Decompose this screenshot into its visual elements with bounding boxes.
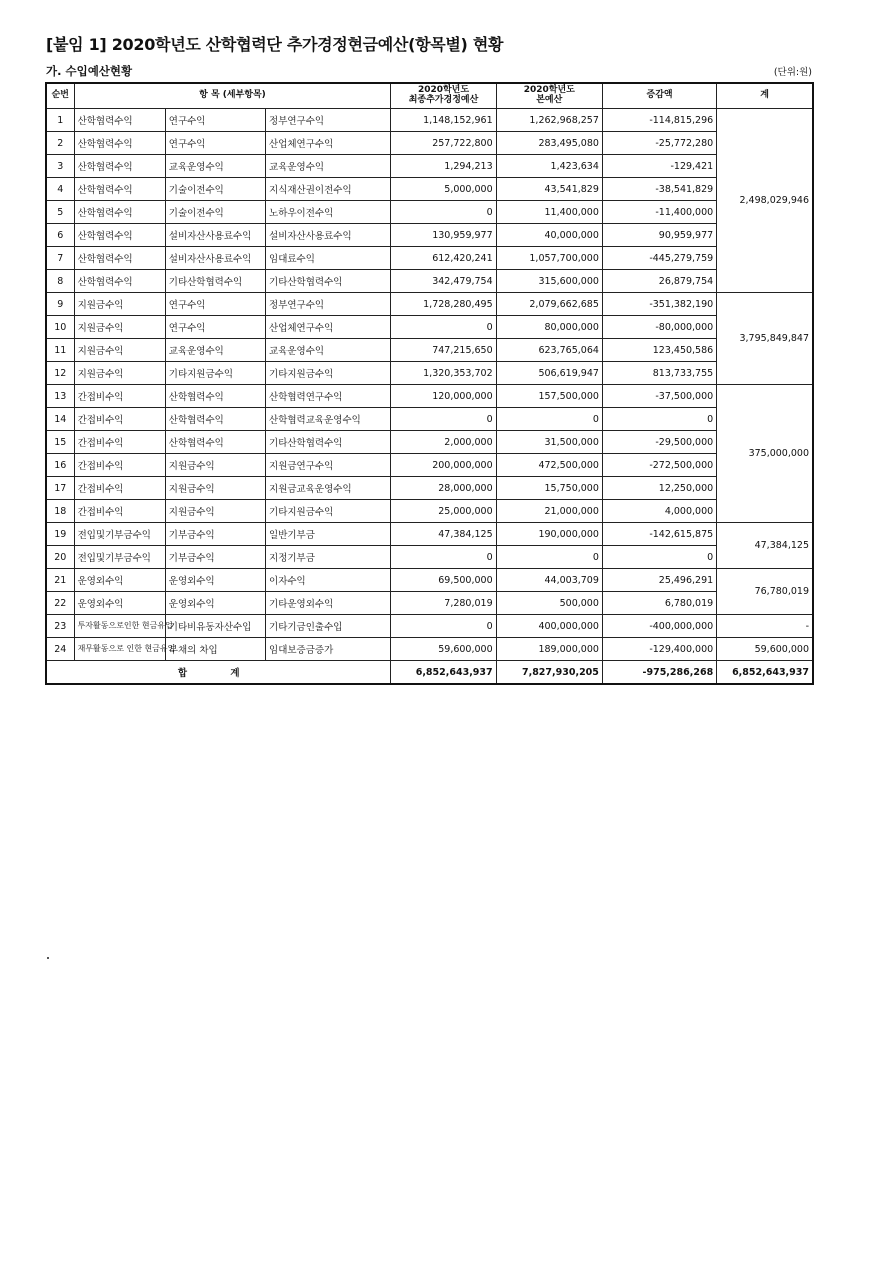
row-change: 12,250,000	[602, 477, 716, 500]
row-category: 간접비수익	[74, 385, 165, 408]
row-final-budget: 47,384,125	[391, 523, 496, 546]
header-base-label: 본예산	[536, 95, 563, 105]
row-subcategory: 산학협력수익	[165, 385, 265, 408]
row-change: -37,500,000	[602, 385, 716, 408]
row-change: 6,780,019	[602, 592, 716, 615]
row-category: 지원금수익	[74, 362, 165, 385]
row-base-budget: 283,495,080	[496, 132, 602, 155]
row-subcategory: 연구수익	[165, 316, 265, 339]
row-base-budget: 40,000,000	[496, 224, 602, 247]
row-final-budget: 5,000,000	[391, 178, 496, 201]
row-category: 지원금수익	[74, 293, 165, 316]
row-subcategory: 기타산학협력수익	[165, 270, 265, 293]
row-change: 813,733,755	[602, 362, 716, 385]
table-row	[46, 339, 813, 362]
table-row	[46, 615, 813, 638]
header-final-budget	[391, 83, 496, 109]
row-subcategory: 산학협력수익	[165, 408, 265, 431]
table-row	[46, 546, 813, 569]
row-category: 운영외수익	[74, 569, 165, 592]
row-final-budget: 2,000,000	[391, 431, 496, 454]
row-final-budget: 25,000,000	[391, 500, 496, 523]
row-subcategory: 부채의 차입	[165, 638, 265, 661]
row-change: -272,500,000	[602, 454, 716, 477]
row-no: 18	[46, 500, 74, 523]
table-row	[46, 431, 813, 454]
row-base-budget: 1,057,700,000	[496, 247, 602, 270]
row-no: 9	[46, 293, 74, 316]
row-category: 산학협력수익	[74, 270, 165, 293]
table-row	[46, 270, 813, 293]
table-row	[46, 155, 813, 178]
group-total: 47,384,125	[717, 523, 813, 569]
table-row	[46, 569, 813, 592]
row-change: -142,615,875	[602, 523, 716, 546]
row-category: 지원금수익	[74, 339, 165, 362]
row-change: -114,815,296	[602, 109, 716, 132]
row-category: 산학협력수익	[74, 224, 165, 247]
table-row	[46, 109, 813, 132]
sum-final-budget: 6,852,643,937	[391, 661, 496, 685]
row-change: -400,000,000	[602, 615, 716, 638]
row-final-budget: 342,479,754	[391, 270, 496, 293]
row-final-budget: 0	[391, 546, 496, 569]
row-no: 4	[46, 178, 74, 201]
row-change: -38,541,829	[602, 178, 716, 201]
row-subcategory: 교육운영수익	[165, 155, 265, 178]
row-change: 25,496,291	[602, 569, 716, 592]
header-final-year: 2020학년도	[417, 85, 470, 96]
row-detail: 임대보증금증가	[266, 638, 391, 661]
table-row	[46, 224, 813, 247]
row-subcategory: 운영외수익	[165, 592, 265, 615]
row-category: 간접비수익	[74, 454, 165, 477]
row-change: 0	[602, 408, 716, 431]
row-final-budget: 1,294,213	[391, 155, 496, 178]
row-final-budget: 747,215,650	[391, 339, 496, 362]
row-base-budget: 2,079,662,685	[496, 293, 602, 316]
row-change: -445,279,759	[602, 247, 716, 270]
row-detail: 교육운영수익	[266, 339, 391, 362]
section-subtitle: 가. 수입예산현황	[46, 64, 133, 78]
row-subcategory: 연구수익	[165, 293, 265, 316]
table-row	[46, 385, 813, 408]
group-total: -	[717, 615, 813, 638]
row-no: 2	[46, 132, 74, 155]
row-final-budget: 200,000,000	[391, 454, 496, 477]
row-subcategory: 지원금수익	[165, 500, 265, 523]
row-no: 1	[46, 109, 74, 132]
table-row	[46, 293, 813, 316]
row-subcategory: 기타지원금수익	[165, 362, 265, 385]
table-row	[46, 362, 813, 385]
row-base-budget: 506,619,947	[496, 362, 602, 385]
row-base-budget: 500,000	[496, 592, 602, 615]
group-total: 375,000,000	[717, 385, 813, 523]
row-detail: 기타지원금수익	[266, 500, 391, 523]
row-final-budget: 0	[391, 408, 496, 431]
row-detail: 기타산학협력수익	[266, 431, 391, 454]
row-category: 산학협력수익	[74, 155, 165, 178]
sum-change: -975,286,268	[602, 661, 716, 685]
budget-table	[45, 82, 814, 685]
row-final-budget: 1,320,353,702	[391, 362, 496, 385]
row-subcategory: 기술이전수익	[165, 201, 265, 224]
row-no: 19	[46, 523, 74, 546]
row-final-budget: 120,000,000	[391, 385, 496, 408]
table-row	[46, 500, 813, 523]
row-detail: 정부연구수익	[266, 109, 391, 132]
unit-label: (단위:원)	[773, 67, 812, 78]
row-detail: 기타운영외수익	[266, 592, 391, 615]
group-total: 3,795,849,847	[717, 293, 813, 385]
table-row	[46, 408, 813, 431]
row-no: 20	[46, 546, 74, 569]
table-row	[46, 132, 813, 155]
row-detail: 지원금교육운영수익	[266, 477, 391, 500]
row-final-budget: 1,148,152,961	[391, 109, 496, 132]
row-no: 24	[46, 638, 74, 661]
row-detail: 지원금연구수익	[266, 454, 391, 477]
row-base-budget: 11,400,000	[496, 201, 602, 224]
header-no: 순번	[46, 83, 74, 109]
table-row	[46, 477, 813, 500]
header-final-label: 최종추가경정예산	[408, 95, 479, 105]
row-base-budget: 31,500,000	[496, 431, 602, 454]
row-subcategory: 지원금수익	[165, 454, 265, 477]
row-base-budget: 44,003,709	[496, 569, 602, 592]
header-row	[46, 83, 813, 109]
row-category: 전입및기부금수익	[74, 523, 165, 546]
row-detail: 설비자산사용료수익	[266, 224, 391, 247]
row-change: 123,450,586	[602, 339, 716, 362]
row-category: 간접비수익	[74, 431, 165, 454]
row-category: 산학협력수익	[74, 247, 165, 270]
table-row	[46, 523, 813, 546]
row-final-budget: 257,722,800	[391, 132, 496, 155]
row-final-budget: 28,000,000	[391, 477, 496, 500]
row-change: 4,000,000	[602, 500, 716, 523]
row-category: 전입및기부금수익	[74, 546, 165, 569]
row-subcategory: 운영외수익	[165, 569, 265, 592]
row-category: 간접비수익	[74, 477, 165, 500]
sum-row	[46, 661, 813, 685]
row-no: 5	[46, 201, 74, 224]
table-row	[46, 316, 813, 339]
row-change: -80,000,000	[602, 316, 716, 339]
header-base-budget	[496, 83, 602, 109]
row-subcategory: 설비자산사용료수익	[165, 224, 265, 247]
row-no: 16	[46, 454, 74, 477]
table-row	[46, 638, 813, 661]
row-change: 0	[602, 546, 716, 569]
row-base-budget: 472,500,000	[496, 454, 602, 477]
row-detail: 기타지원금수익	[266, 362, 391, 385]
row-change: -29,500,000	[602, 431, 716, 454]
group-total: 59,600,000	[717, 638, 813, 661]
scan-speck	[47, 957, 49, 959]
row-category: 운영외수익	[74, 592, 165, 615]
row-change: -25,772,280	[602, 132, 716, 155]
table-row	[46, 178, 813, 201]
row-detail: 산학협력연구수익	[266, 385, 391, 408]
row-subcategory: 지원금수익	[165, 477, 265, 500]
row-category: 산학협력수익	[74, 132, 165, 155]
row-no: 11	[46, 339, 74, 362]
group-total: 2,498,029,946	[717, 109, 813, 293]
row-base-budget: 80,000,000	[496, 316, 602, 339]
row-detail: 산업체연구수익	[266, 316, 391, 339]
row-base-budget: 21,000,000	[496, 500, 602, 523]
row-detail: 산업체연구수익	[266, 132, 391, 155]
row-detail: 임대료수익	[266, 247, 391, 270]
row-detail: 이자수익	[266, 569, 391, 592]
row-no: 7	[46, 247, 74, 270]
row-no: 14	[46, 408, 74, 431]
row-no: 12	[46, 362, 74, 385]
row-change: -11,400,000	[602, 201, 716, 224]
row-subcategory: 산학협력수익	[165, 431, 265, 454]
row-change: -129,421	[602, 155, 716, 178]
row-final-budget: 1,728,280,495	[391, 293, 496, 316]
row-detail: 노하우이전수익	[266, 201, 391, 224]
row-detail: 정부연구수익	[266, 293, 391, 316]
row-category: 산학협력수익	[74, 109, 165, 132]
row-base-budget: 157,500,000	[496, 385, 602, 408]
row-no: 10	[46, 316, 74, 339]
row-subcategory: 기부금수익	[165, 523, 265, 546]
row-base-budget: 189,000,000	[496, 638, 602, 661]
row-no: 13	[46, 385, 74, 408]
row-final-budget: 130,959,977	[391, 224, 496, 247]
row-subcategory: 기술이전수익	[165, 178, 265, 201]
group-total: 76,780,019	[717, 569, 813, 615]
row-category: 산학협력수익	[74, 201, 165, 224]
row-category: 지원금수익	[74, 316, 165, 339]
row-final-budget: 7,280,019	[391, 592, 496, 615]
row-category: 간접비수익	[74, 408, 165, 431]
row-no: 17	[46, 477, 74, 500]
row-final-budget: 0	[391, 615, 496, 638]
row-base-budget: 623,765,064	[496, 339, 602, 362]
row-base-budget: 15,750,000	[496, 477, 602, 500]
row-category: 산학협력수익	[74, 178, 165, 201]
row-change: 90,959,977	[602, 224, 716, 247]
row-change: 26,879,754	[602, 270, 716, 293]
row-detail: 산학협력교육운영수익	[266, 408, 391, 431]
row-base-budget: 1,262,968,257	[496, 109, 602, 132]
row-base-budget: 315,600,000	[496, 270, 602, 293]
row-base-budget: 43,541,829	[496, 178, 602, 201]
row-subcategory: 설비자산사용료수익	[165, 247, 265, 270]
table-row	[46, 454, 813, 477]
table-row	[46, 592, 813, 615]
row-base-budget: 400,000,000	[496, 615, 602, 638]
row-subcategory: 교육운영수익	[165, 339, 265, 362]
row-detail: 일반기부금	[266, 523, 391, 546]
table-row	[46, 247, 813, 270]
sum-base-budget: 7,827,930,205	[496, 661, 602, 685]
page-title: [붙임 1] 2020학년도 산학협력단 추가경정현금예산(항목별) 현황	[46, 35, 504, 54]
header-change: 증감액	[602, 83, 716, 109]
row-category: 투자활동으로인한 현금유입	[74, 615, 165, 638]
row-category: 재무활동으로 인한 현금유입	[74, 638, 165, 661]
row-final-budget: 59,600,000	[391, 638, 496, 661]
row-base-budget: 190,000,000	[496, 523, 602, 546]
header-base-year: 2020학년도	[523, 85, 575, 96]
row-final-budget: 612,420,241	[391, 247, 496, 270]
row-no: 15	[46, 431, 74, 454]
row-change: -351,382,190	[602, 293, 716, 316]
row-detail: 기타산학협력수익	[266, 270, 391, 293]
row-category: 간접비수익	[74, 500, 165, 523]
row-base-budget: 0	[496, 546, 602, 569]
row-final-budget: 0	[391, 201, 496, 224]
row-detail: 지정기부금	[266, 546, 391, 569]
row-detail: 지식재산권이전수익	[266, 178, 391, 201]
row-no: 6	[46, 224, 74, 247]
row-change: -129,400,000	[602, 638, 716, 661]
header-total: 계	[717, 83, 813, 109]
row-subcategory: 연구수익	[165, 132, 265, 155]
row-final-budget: 69,500,000	[391, 569, 496, 592]
row-subcategory: 기타비유동자산수입	[165, 615, 265, 638]
row-no: 23	[46, 615, 74, 638]
row-final-budget: 0	[391, 316, 496, 339]
row-subcategory: 기부금수익	[165, 546, 265, 569]
header-item: 항 목 (세부항목)	[74, 83, 391, 109]
table-row	[46, 201, 813, 224]
row-detail: 기타기금인출수입	[266, 615, 391, 638]
sum-label: 합 계	[46, 661, 391, 685]
row-no: 21	[46, 569, 74, 592]
row-detail: 교육운영수익	[266, 155, 391, 178]
row-no: 22	[46, 592, 74, 615]
sum-total: 6,852,643,937	[717, 661, 813, 685]
row-no: 8	[46, 270, 74, 293]
row-subcategory: 연구수익	[165, 109, 265, 132]
row-base-budget: 0	[496, 408, 602, 431]
row-no: 3	[46, 155, 74, 178]
row-base-budget: 1,423,634	[496, 155, 602, 178]
